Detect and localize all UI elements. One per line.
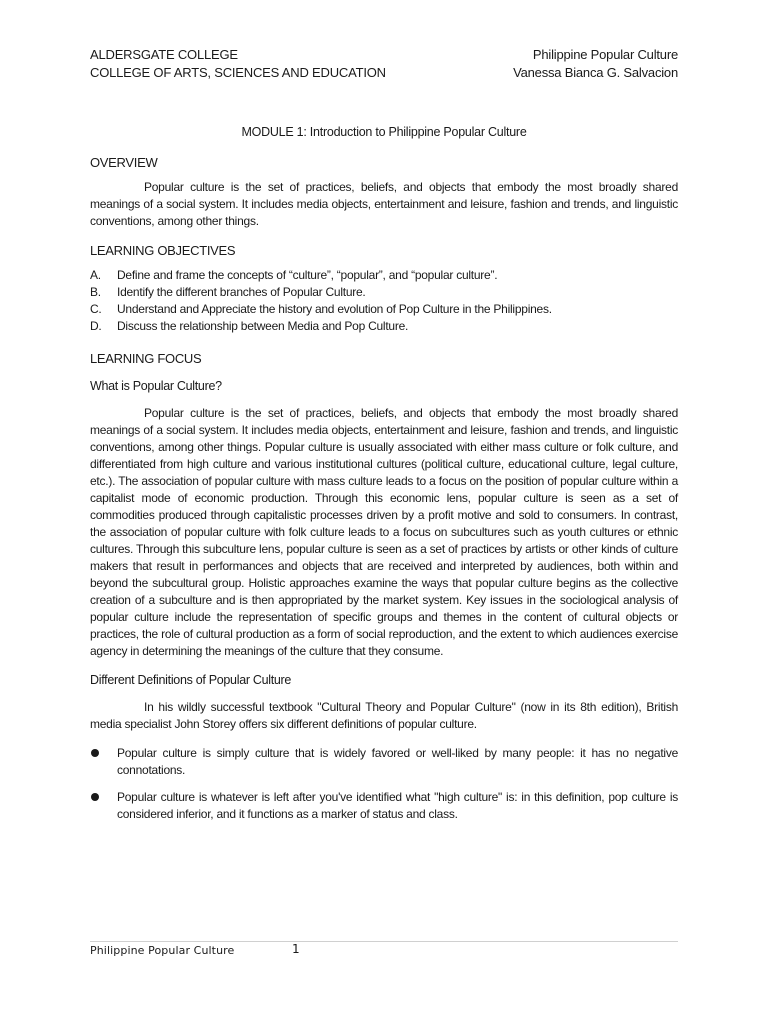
header-institution	[90, 46, 386, 82]
objective-letter: B.	[90, 285, 101, 299]
learning-objectives-list	[90, 267, 678, 335]
page-number: 1	[292, 942, 300, 956]
overview-heading: OVERVIEW	[90, 155, 158, 170]
objective-letter: A.	[90, 268, 101, 282]
objective-letter: D.	[90, 319, 102, 333]
definition-text: Popular culture is simply culture that is widely favored or well-liked by many people: it has no negative connotations.	[117, 746, 678, 777]
learning-objectives-heading: LEARNING OBJECTIVES	[90, 243, 236, 258]
definition-bullet-item	[90, 789, 678, 823]
learning-focus-heading: LEARNING FOCUS	[90, 351, 202, 366]
document-body	[90, 124, 678, 833]
college-name: ALDERSGATE COLLEGE	[90, 47, 238, 62]
objective-text: Identify the different branches of Popular Culture.	[117, 285, 366, 299]
bullet-icon	[90, 789, 117, 823]
department-name: COLLEGE OF ARTS, SCIENCES AND EDUCATION	[90, 65, 386, 80]
footer-title: Philippine Popular Culture	[90, 944, 235, 957]
definition-text: Popular culture is whatever is left after you've identified what "high culture" is: in this definition, pop culture is considered inferior, and it functions as a marker of status and class.	[117, 790, 678, 821]
objective-text: Define and frame the concepts of “culture”, “popular”, and “popular culture”.	[117, 268, 498, 282]
objective-letter: C.	[90, 302, 102, 316]
header-course	[513, 46, 678, 82]
objective-text: Understand and Appreciate the history and evolution of Pop Culture in the Philippines.	[117, 302, 552, 316]
module-title: MODULE 1: Introduction to Philippine Popular Culture	[241, 125, 527, 139]
objective-text: Discuss the relationship between Media and Pop Culture.	[117, 319, 409, 333]
author-name: Vanessa Bianca G. Salvacion	[513, 65, 678, 80]
objective-item	[90, 318, 678, 335]
course-name: Philippine Popular Culture	[532, 47, 678, 62]
overview-paragraph: Popular culture is the set of practices, beliefs, and objects that embody the most broadly shared meanings of a social system. It includes media objects, entertainment and leisure, fashion and trends, and linguistic conventions, among other things.	[90, 180, 678, 228]
objective-item	[90, 284, 678, 301]
what-is-popular-culture-heading: What is Popular Culture?	[90, 379, 222, 393]
definitions-bullet-list	[90, 745, 678, 823]
popular-culture-paragraph: Popular culture is the set of practices, beliefs, and objects that embody the most broadly shared meanings of a social system. It includes media objects, entertainment and leisure, fashion and trends, and linguistic conventions, among other things. Popular culture is usually associated with either mass culture or folk culture, and differentiated from high culture and various institutional cultures (political culture, educational culture, legal culture, etc.). The association of popular culture with mass culture leads to a focus on the position of popular culture within a capitalist mode of economic production. Through this economic lens, popular culture is seen as a set of commodities produced through capitalistic processes driven by a profit motive and sold to consumers. In contrast, the association of popular culture with folk culture leads to a focus on subcultures such as youth cultures or ethnic cultures. Through this subculture lens, popular culture is seen as a set of practices by artists or other kinds of culture makers that result in performances and objects that are received and interpreted by audiences, both within and beyond the subcultural group. Holistic approaches examine the ways that popular culture begins as the collective creation of a subculture and is then appropriated by the market system. Key issues in the sociological analysis of popular culture include the representation of specific groups and themes in the content of cultural objects or practices, the role of cultural production as a form of social reproduction, and the extent to which audiences exercise agency in determining the meanings of the culture that they consume.	[90, 406, 678, 658]
objective-item	[90, 267, 678, 284]
definition-bullet-item	[90, 745, 678, 779]
bullet-icon	[90, 745, 117, 779]
objective-item	[90, 301, 678, 318]
definitions-intro-paragraph: In his wildly successful textbook "Cultural Theory and Popular Culture" (now in its 8th edition), British media specialist John Storey offers six different definitions of popular culture.	[90, 700, 678, 731]
footer-divider	[90, 941, 678, 942]
definitions-heading: Different Definitions of Popular Culture	[90, 673, 292, 687]
